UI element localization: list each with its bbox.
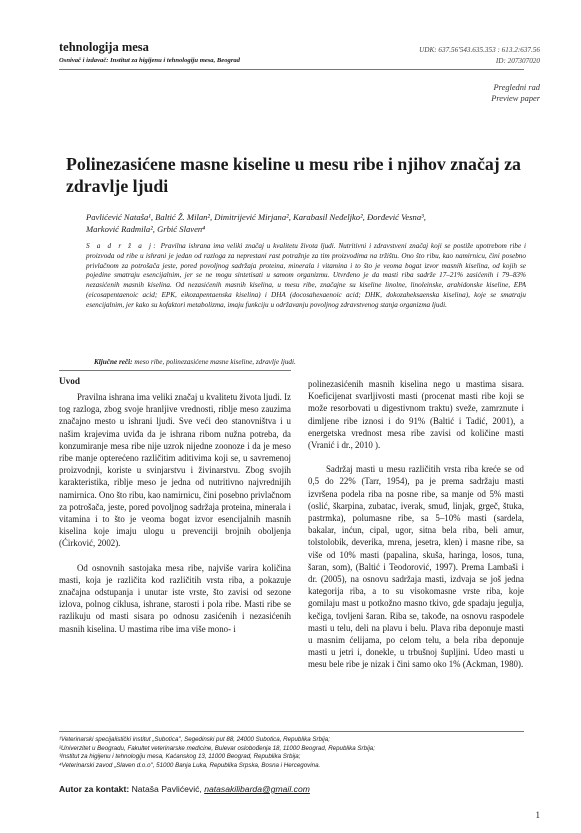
contact-label: Autor za kontakt: [59,784,130,794]
footnote: ³Institut za higijenu i tehnologiju mesa, Kaćanskog 13, 11000 Beograd, Republika Srbija; [59,753,301,761]
footnote-rule [59,731,524,732]
contact-email-link[interactable]: natasakilibarda@gmail.com [204,784,310,794]
keywords-label: Ključne reči: [94,358,133,366]
paper-type-en: Preview paper [491,94,540,103]
contact-line [59,784,310,794]
author-list [86,211,526,235]
section-heading: Uvod [59,376,80,386]
left-column [59,391,291,635]
paper-type [491,82,540,104]
paragraph: Sadržaj masti u mesu različitih vrsta riba kreće se od 0,5 do 22% (Tarr, 1954), pa je prema sadržaju masti izvršena podela riba na posne ribe, sa manje od 5% masti (oslić, škarpina, zubatac, iverak, smuđ, linjak, grgeč, štuka, pastrmka), polumasne ribe, sa 5–10% masti (sardela, bakalar, inćun, cipal, ugor, sitna bela riba, beli amur, tolstolobik, deverika, mrena, jesetra, klen) i masne ribe, sa više od 10% masti (papalina, skuša, haringa, losos, tuna, šaran, som), (Baltić i Teodorović, 1997). Prema Lambaši i dr. (2005), na osnovu sadržaja masti, izdvaja se još jedna kategorija riba, a to su visokomasne vrste riba, koje gomilaju mast u potkožno masno tkivo, gde spadaju jegulja, kečiga, tovljeni šaran. Riba se, takođe, na osnovu raspodele masti u telu, deli na plavu i belu. Plava riba deponuje masti u masnim ćelijama, po celom telu, a bela riba deponuje masti u jetri i, donekle, u trbušnoj šupljini. Udeo masti u mesu bele ribe je nizak i čini samo oko 1% (Ackman, 1980). [308,464,524,670]
abstract-text: Pravilna ishrana ima veliki značaj u kvalitetu života ljudi. Nutritivni i zdravstveni značaj koji se postiže upotrebom ribe i proizvoda od ribe u ishrani je jedan od razloga za neprestani rast potražnje za tim proizvodima na tržištu. Ono što ribu, kao namirnicu, čini posebno privlačnom za potrošača jeste, pored povoljnog sadržaja proteina, minerala i vitamina i to što je veoma bogat izvor masnih kiselina, od kojih se pojedine smatraju esencijalnim, jer se ne mogu sintetisati u samom organizmu. Utvrđeno je da masti riba sadrže 17–21% zasićenih i 79–83% nezasićenih masnih kiselina. Od nezasićenih masnih kiselina, u mesu ribe, značajne su kiseline linolne, linoleinske, arahidonske kiseline, EPA (eicosapentaenoic acid; EPK, eikozapentaenska kiselina) i DHA (docosahexaenoic acid; DHK, dokozaheksaenska kiselina), koje se smatraju esencijalnim, jer kako su kofaktori metabolizma, imaju funkciju u održavanju povoljnog zdravstvenog stanja organizma ljudi. [86,242,526,309]
footnote: ¹Veterinarski specijalistički institut „Subotica", Segedinski put 88, 24000 Subotica, Republika Srbija; [59,736,330,743]
header-rule [59,69,524,70]
authors-line-2: Marković Radmila², Grbić Slaven⁴ [86,224,206,234]
article-id: ID: 207307020 [495,57,540,65]
article-title: Polinezasićene masne kiseline u mesu ribe i njihov značaj za zdravlje ljudi [66,154,521,196]
abstract-label: S a d r ž a j: [86,242,158,250]
paragraph: polinezasićenih masnih kiselina nego u mastima sisara. Koeficijenat svarljivosti masti (procenat masti ribe koji se može resorbovati u digestivnom traktu) sveže, zamrznute i dimljene ribe iznosi i do 91% (Baltić i Tadić, 2001), a energetska vrednost mesa ribe zavisi od količine masti (Vranić i dr., 2010 ). [308,379,524,451]
keywords [94,357,524,367]
abstract [86,242,526,310]
keywords-text: meso ribe, polinezasićene masne kiseline, zdravlje ljudi. [134,358,296,366]
paper-type-sr: Pregledni rad [493,83,540,92]
authors-line-1: Pavlićević Nataša¹, Baltić Ž. Milan², Dimitrijević Mirjana², Karabasil Neđeljko², Đorđević Vesna³, [86,212,426,222]
paragraph: Od osnovnih sastojaka mesa ribe, najviše varira količina masti, koja je različita kod različitih vrsta riba, a pokazuje značajna odstupanja i unutar iste vrste, što zavisi od sezone izlova, polnog ciklusa, ishrane, starosti i pola ribe. Masti ribe se razlikuju od masti sisara po odnosu zasićenih i nezasićenih masnih kiselina. U mastima ribe ima više mono- i [59,562,291,634]
contact-name: Nataša Pavlićević, [131,784,202,794]
footnote: ⁴Veterinarski zavod „Slaven d.o.o", 51000 Banja Luka, Republika Srpska, Bosna i Hercegovina. [59,762,321,770]
udk-code: UDK: 637.56'543.635.353 : 613.2:637.56 [419,46,540,54]
right-column [308,378,524,671]
page-number: 1 [535,810,540,820]
footnotes [59,736,524,771]
paragraph: Pravilna ishrana ima veliki značaj u kvalitetu života ljudi. Iz tog razloga, zbog svoje hranljive vrednosti, riblje meso zauzima značajno mesto u ishrani ljudi. Sve veći deo stanovništva i u našim krajevima uviđa da je ishrana ribom nužna potreba, da konzumiranje mesa ribe nije uzrok nijedne zoonoze i da je meso ribe manje opterećeno različitim aditivima koji se, u savremenoj proizvodnji, koriste u svinjarstvu i živinarstvu. Zbog svojih karakteristika, riblje meso je jedna od nutritivno najvrednijih namirnica. Ono što ribu, kao namirnicu, čini posebno privlačnom za potrošača, jeste, pored povoljnog sadržaja proteina, minerala i vitamina i to što je veoma bogat izvor esencijalnih masnih kiselina koje imaju ulogu u prevenciji brojnih oboljenja (Ćirković, 2002). [59,392,291,549]
abstract-rule [59,370,291,371]
footnote: ²Univerzitet u Beogradu, Fakultet veterinarske medicine, Bulevar oslobođenja 18, 11000 Beograd, Republika Srbija; [59,744,375,752]
publisher-line: Osnivač i izdavač: Institut za higijenu i tehnologiju mesa, Beograd [59,57,240,64]
journal-title: tehnologija mesa [59,40,149,54]
